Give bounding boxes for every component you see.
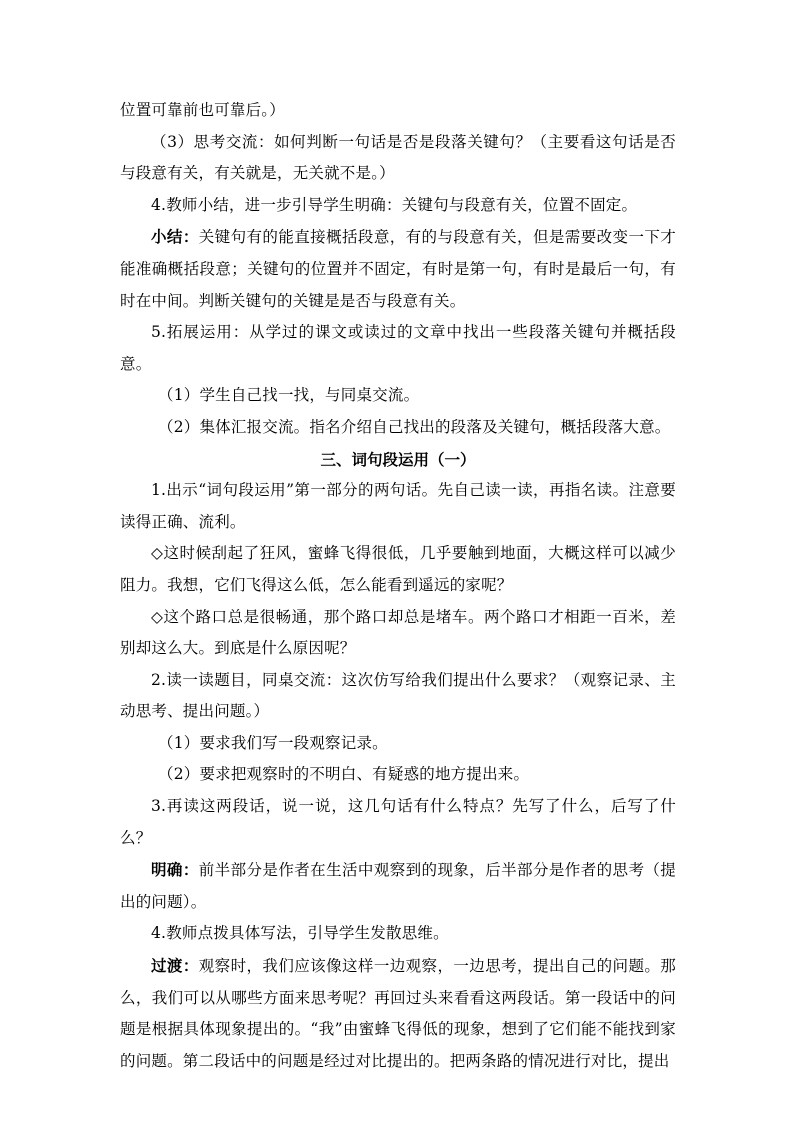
paragraph: 5.拓展运用：从学过的课文或读过的文章中找出一些段落关键句并概括段意。 <box>120 323 676 373</box>
paragraph: 位置可靠前也可靠后。） <box>120 101 285 119</box>
paragraph: 3.再读这两段话，说一说，这几句话有什么特点？先写了什么，后写了什么？ <box>120 797 676 847</box>
paragraph: 4.教师点拨具体写法，引导学生发散思维。 <box>151 924 449 943</box>
paragraph: 2.读一读题目，同桌交流：这次仿写给我们提出什么要求？（观察记录、主动思考、提出问题。） <box>120 670 676 721</box>
paragraph: 1.出示“词句段运用”第一部分的两句话。先自己读一读，再指名读。注意要读得正确、流利。 <box>120 481 676 531</box>
summary-paragraph <box>120 221 676 317</box>
clarification-text: 前半部分是作者在生活中观察到的现象，后半部分是作者的思考（提出的问题）。 <box>120 861 676 911</box>
paragraph: （3）思考交流：如何判断一句话是否是段落关键句？（主要看这句话是否与段意有关，有关就是，无关就不是。） <box>120 132 676 183</box>
document-body <box>120 95 676 1077</box>
transition-paragraph <box>120 950 676 1077</box>
summary-text: 关键句有的能直接概括段意，有的与段意有关，但是需要改变一下才能准确概括段意；关键句的位置并不固定，有时是第一句，有时是最后一句，有时在中间。判断关键句的关键是是否与段意有关。 <box>120 228 676 310</box>
paragraph: （2）集体汇报交流。指名介绍自己找出的段落及关键句，概括段落大意。 <box>158 417 671 436</box>
paragraph: （2）要求把观察时的不明白、有疑惑的地方提出来。 <box>158 765 530 784</box>
section-heading: 三、词句段运用（一） <box>320 449 476 469</box>
transition-text: 观察时，我们应该像这样一边观察，一边思考，提出自己的问题。那么，我们可以从哪些方面来思考呢？再回过头来看看这两段话。第一段话中的问题是根据具体现象提出的。“我”由蜜蜂飞得低的现象，想到了它们能不能找到家的问题。第二段话中的问题是经过对比提出的。把两条路的情况进行对比，提出 <box>120 957 676 1070</box>
example-sentence: ◇这时候刮起了狂风，蜜蜂飞得很低，几乎要触到地面，大概这样可以减少阻力。我想，它们飞得这么低，怎么能看到遥远的家呢？ <box>120 544 676 594</box>
paragraph: 4.教师小结，进一步引导学生明确：关键句与段意有关，位置不固定。 <box>151 195 638 214</box>
example-sentence: ◇这个路口总是很畅通，那个路口却总是堵车。两个路口才相距一百米，差别却这么大。到底是什么原因呢？ <box>120 607 676 658</box>
clarification-label: 明确： <box>151 860 199 880</box>
paragraph: （1）要求我们写一段观察记录。 <box>158 733 388 752</box>
summary-label: 小结： <box>151 227 199 247</box>
clarification-paragraph <box>120 854 676 918</box>
paragraph: （1）学生自己找一找，与同桌交流。 <box>158 386 420 405</box>
transition-label: 过渡： <box>151 956 199 976</box>
